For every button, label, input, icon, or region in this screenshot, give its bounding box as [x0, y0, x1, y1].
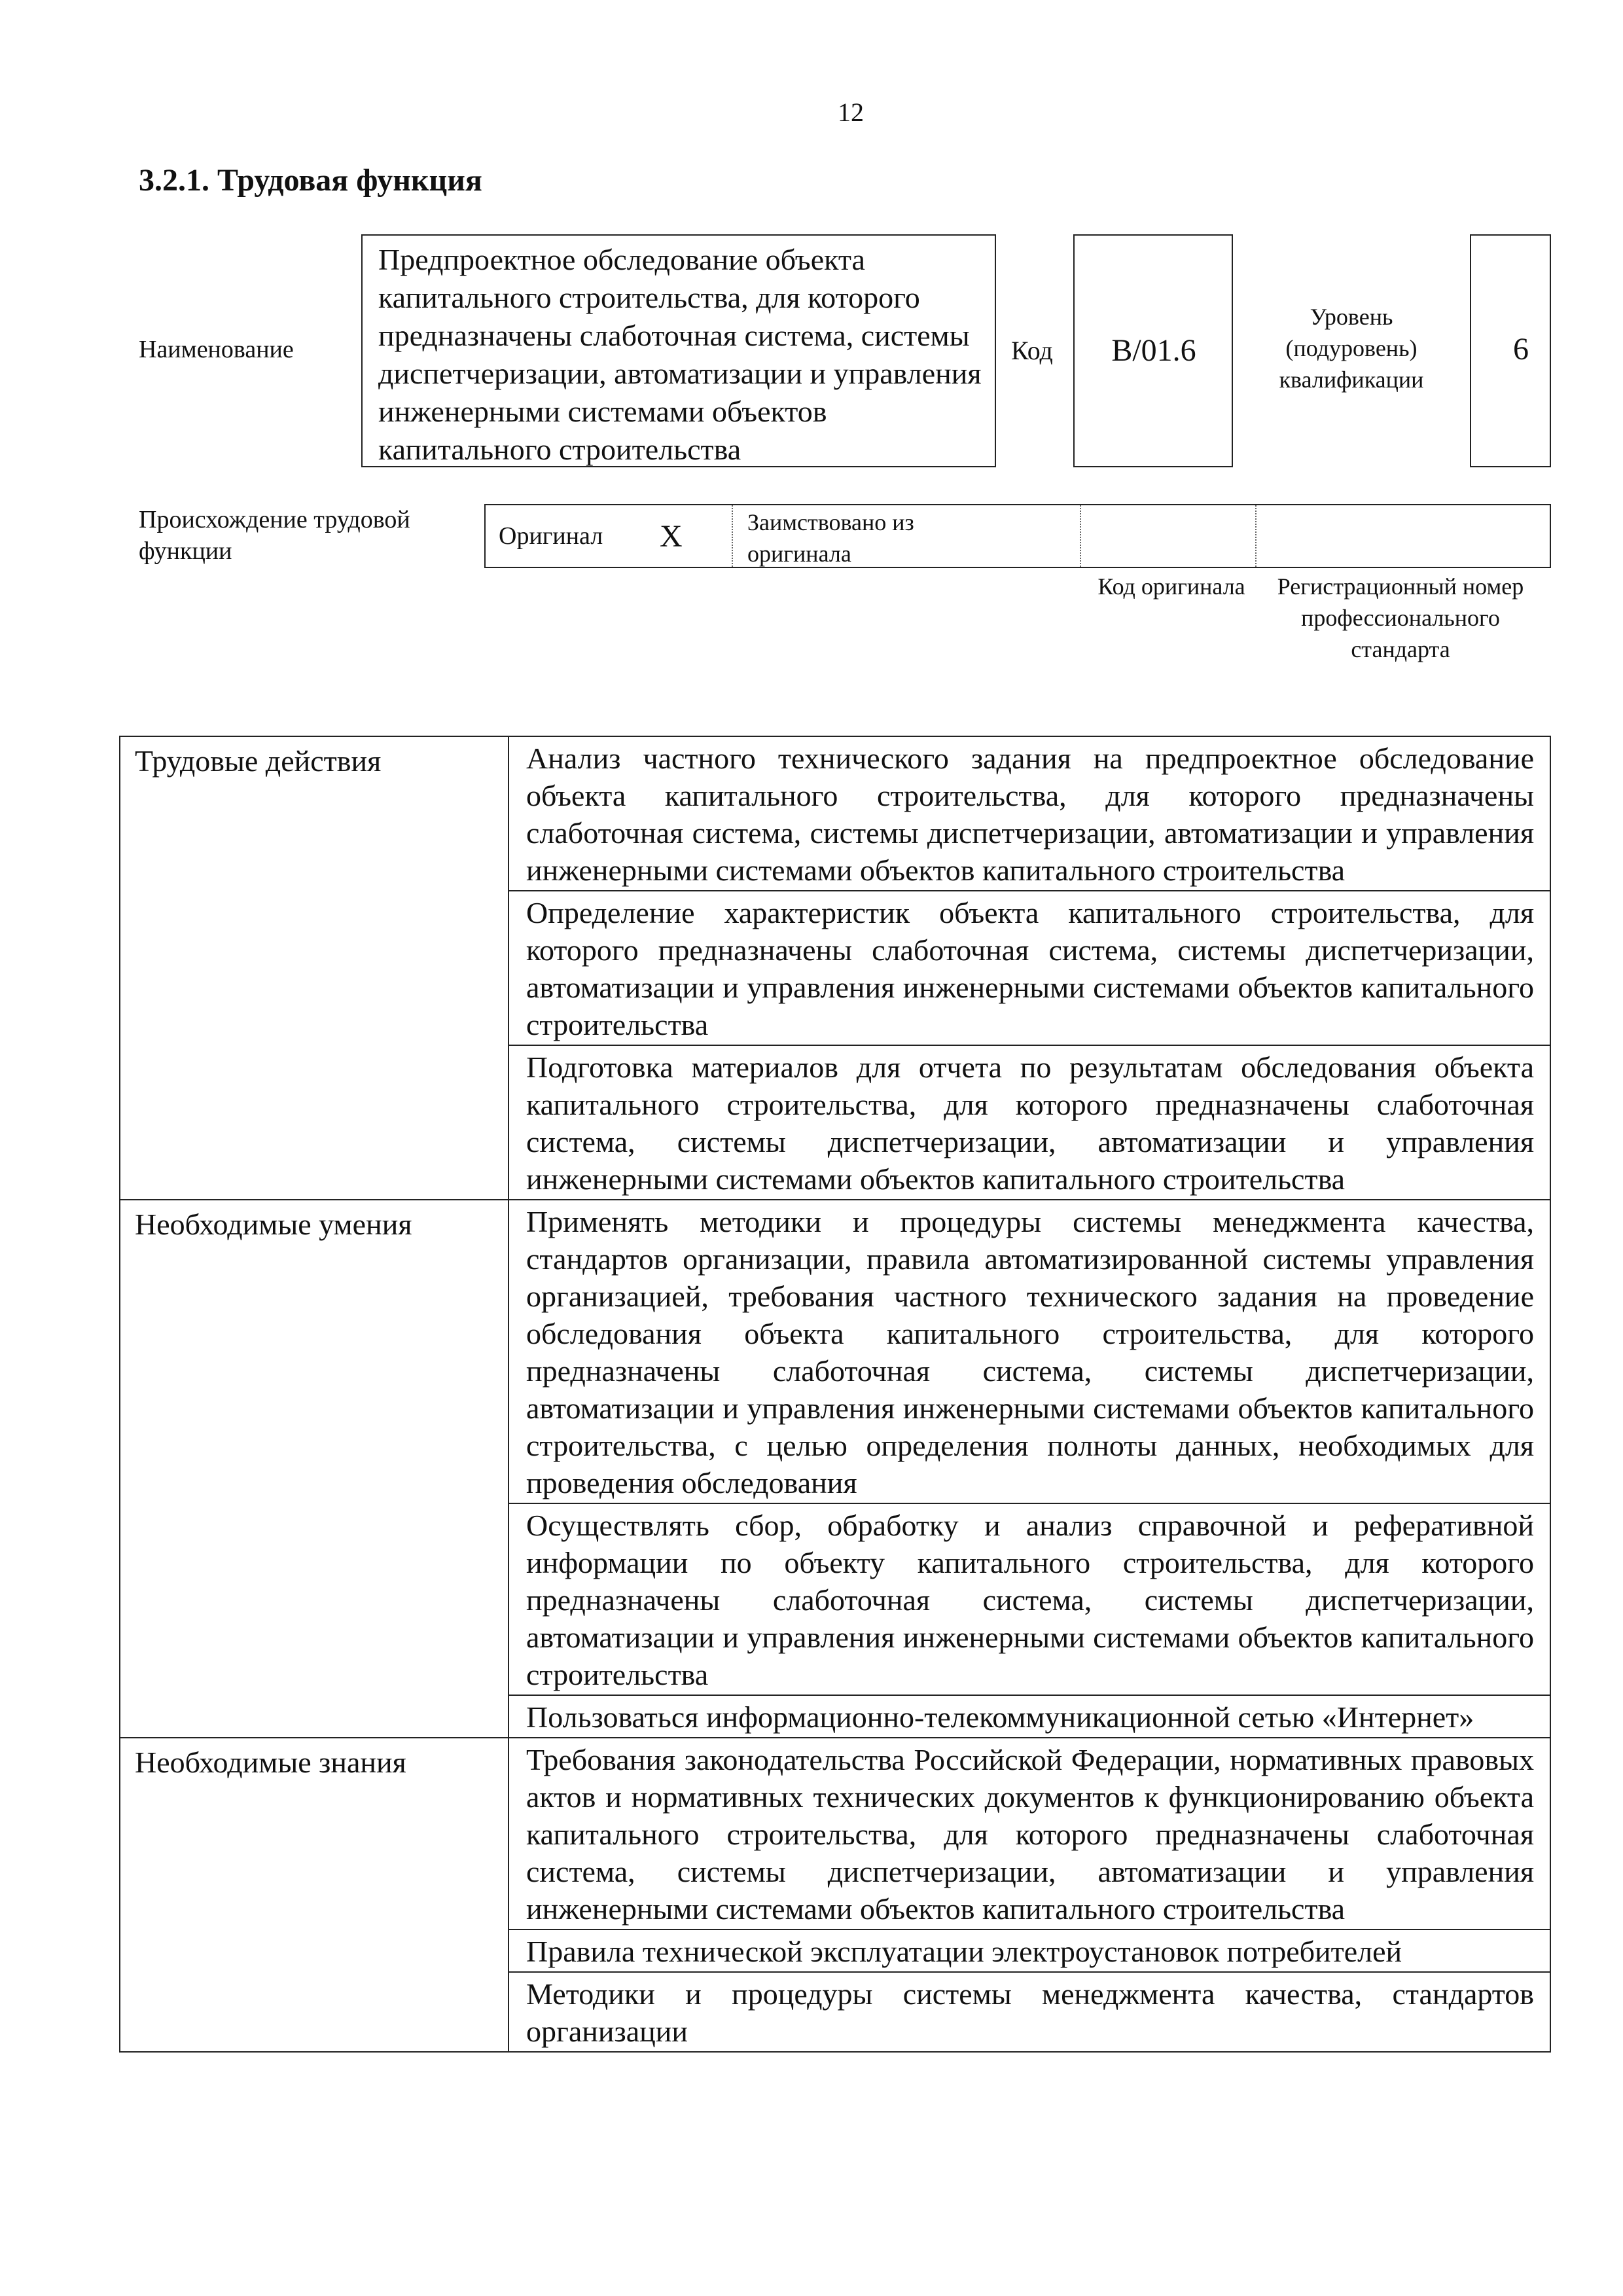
- item-cell: Требования законодательства Российской Федерации, нормативных правовых актов и нормативных технических документов к функционированию объекта капитального строительства, для которого предназначены слаботочная система, системы диспетчеризации, автоматизации и управления инженерными системами объектов капитального строительства: [508, 1738, 1550, 1929]
- table-row: [120, 1200, 1550, 1503]
- item-cell: Методики и процедуры системы менеджмента качества, стандартов организации: [508, 1972, 1550, 2052]
- origin-divider: [732, 505, 733, 567]
- name-label: Наименование: [139, 336, 294, 363]
- origin-divider: [1080, 505, 1081, 567]
- original-mark: X: [660, 519, 683, 554]
- item-cell: Правила технической эксплуатации электроустановок потребителей: [508, 1929, 1550, 1972]
- table-row: [120, 736, 1550, 891]
- item-cell: Подготовка материалов для отчета по результатам обследования объекта капитального строительства, для которого предназначены слаботочная система, системы диспетчеризации, автоматизации и управления инженерными системами объектов капитального строительства: [508, 1045, 1550, 1200]
- category-cell: Необходимые знания: [120, 1738, 508, 2052]
- level-label: Уровень (подуровень) квалификации: [1279, 304, 1424, 393]
- item-cell: Осуществлять сбор, обработку и анализ справочной и реферативной информации по объекту капитального строительства, для которого предназначены слаботочная система, системы диспетчеризации, автоматизации и управления инженерными системами объектов капитального строительства: [508, 1503, 1550, 1695]
- item-cell: Определение характеристик объекта капитального строительства, для которого предназначены слаботочная система, системы диспетчеризации, автоматизации и управления инженерными системами объектов капитального строительства: [508, 891, 1550, 1045]
- registration-caption: Регистрационный номер профессионального стандарта: [1277, 573, 1524, 662]
- category-cell: Трудовые действия: [120, 736, 508, 1200]
- origin-divider: [1255, 505, 1257, 567]
- code-value: B/01.6: [1111, 333, 1196, 368]
- item-cell: Пользоваться информационно-телекоммуникационной сетью «Интернет»: [508, 1695, 1550, 1738]
- category-cell: Необходимые умения: [120, 1200, 508, 1738]
- labor-function-table: [119, 736, 1551, 2053]
- borrowed-label: Заимствовано из оригинала: [747, 509, 914, 567]
- origin-box: [484, 504, 1551, 568]
- original-label: Оригинал: [499, 522, 603, 550]
- name-value: Предпроектное обследование объекта капитального строительства, для которого предназначены слаботочная система, системы диспетчеризации, автоматизации и управления инженерными системами объектов капитального строительства: [378, 243, 982, 466]
- page-number: 12: [838, 98, 864, 127]
- code-label: Код: [1011, 336, 1053, 365]
- origin-label: Происхождение трудовой функции: [139, 506, 410, 565]
- item-cell: Анализ частного технического задания на предпроектное обследование объекта капитального строительства, для которого предназначены слаботочная система, системы диспетчеризации, автоматизации и управления инженерными системами объектов капитального строительства: [508, 736, 1550, 891]
- section-title: 3.2.1. Трудовая функция: [139, 163, 482, 198]
- level-value: 6: [1513, 332, 1529, 367]
- item-cell: Применять методики и процедуры системы менеджмента качества, стандартов организации, правила автоматизированной системы управления организацией, требования частного технического задания на проведение обследования объекта капитального строительства, для которого предназначены слаботочная система, системы диспетчеризации, автоматизации и управления инженерными системами объектов капитального строительства, с целью определения полноты данных, необходимых для проведения обследования: [508, 1200, 1550, 1503]
- original-code-caption: Код оригинала: [1097, 573, 1245, 600]
- table-row: [120, 1738, 1550, 1929]
